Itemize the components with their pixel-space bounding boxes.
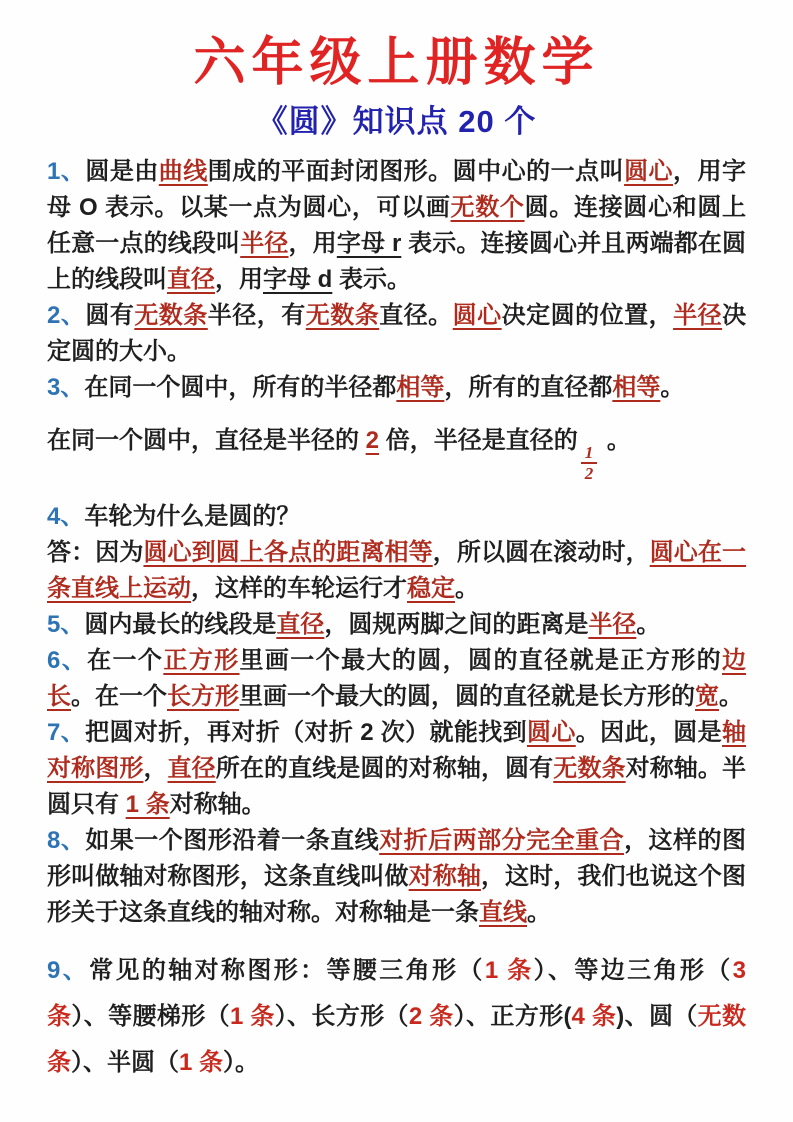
text-run-plain: 。 xyxy=(719,683,743,710)
text-run-red: 4 条 xyxy=(571,1003,617,1030)
text-run-redu: 边长 xyxy=(47,647,747,710)
text-run-redu: 圆心 xyxy=(624,158,674,185)
point-5 xyxy=(47,607,746,643)
text-run-redu: 无数条 xyxy=(553,755,626,782)
text-run-plain: 圆是由 xyxy=(85,158,159,185)
text-run-plain: 在一个 xyxy=(87,647,164,674)
text-run-red: 无数条 xyxy=(47,1003,747,1076)
fraction-one-half: $\frac{1}{2}$ xyxy=(581,444,598,482)
text-run-redu: 直线 xyxy=(479,899,527,926)
text-run-redu: 正方形 xyxy=(163,647,240,674)
text-run-plain: 答：因为 xyxy=(47,539,144,566)
text-run-num: 6、 xyxy=(47,647,88,674)
text-run-plain: 。 xyxy=(527,899,551,926)
text-run-redu: 圆心在一条直线上运动 xyxy=(47,539,747,602)
text-run-blku: 字母 d xyxy=(263,266,333,293)
point-8 xyxy=(47,823,746,931)
text-run-redu: 半径 xyxy=(588,611,637,638)
text-run-num: 8、 xyxy=(47,827,86,854)
text-run-redu: 直径 xyxy=(167,755,216,782)
point-2 xyxy=(47,298,746,370)
text-run-plain: 里画一个最大的圆，圆的直径就是正方形的 xyxy=(239,647,723,674)
text-run-plain: 。在一个 xyxy=(71,683,167,710)
text-run-plain: 圆有 xyxy=(85,302,135,329)
text-run-redu: 相等 xyxy=(396,374,445,401)
text-run-redu: 对称轴 xyxy=(408,863,481,890)
document-body xyxy=(47,154,746,1086)
text-run-plain: )、圆（ xyxy=(616,1003,698,1030)
text-run-plain: ）、半圆（ xyxy=(71,1049,179,1076)
point-7 xyxy=(47,715,746,823)
text-run-num: 2、 xyxy=(47,302,86,329)
text-run-redu: 宽 xyxy=(695,683,719,710)
text-run-plain: ，这样的车轮运行才 xyxy=(191,575,407,602)
text-run-plain: 。 xyxy=(600,427,631,454)
text-run-redu: 直径 xyxy=(276,611,325,638)
text-run-redu: 半径 xyxy=(240,230,289,257)
text-run-plain: 。 xyxy=(660,374,685,401)
text-run-plain: 对称轴。半圆只有 xyxy=(47,755,747,818)
text-run-plain: ， xyxy=(143,755,168,782)
page-title: 六年级上册数学 xyxy=(193,35,600,92)
text-run-plain: ）、等边三角形（ xyxy=(533,957,733,984)
text-run-redu: 1 条 xyxy=(125,791,170,818)
point-1 xyxy=(47,154,746,298)
text-run-redu: 曲线 xyxy=(158,158,208,185)
text-run-plain: 围成的平面封闭图形。圆中心的一点叫 xyxy=(207,158,625,185)
text-run-redu: 圆心到圆上各点的距离相等 xyxy=(143,539,433,566)
text-run-plain: 如果一个图形沿着一条直线 xyxy=(85,827,380,854)
text-run-plain: 圆。连接圆心和圆上任意一点的线段叫 xyxy=(47,194,747,257)
text-run-plain: 车轮为什么是圆的？ xyxy=(84,503,301,530)
text-run-plain: ，这时，我们也说这个图形关于这条直线的轴对称。对称轴是一条 xyxy=(47,863,747,926)
point-6 xyxy=(47,643,746,715)
text-run-plain: ，所以圆在滚动时， xyxy=(432,539,650,566)
text-run-num: 5、 xyxy=(47,611,85,638)
text-run-redu: 稳定 xyxy=(407,575,455,602)
text-run-plain: 。 xyxy=(636,611,661,638)
text-run-redu: 半径 xyxy=(673,302,723,329)
text-run-plain: 在同一个圆中，直径是半径的 xyxy=(47,427,366,454)
text-run-red: 2 条 xyxy=(408,1003,454,1030)
text-run-plain: 表示。 xyxy=(332,266,411,293)
text-run-plain: 直径。 xyxy=(379,302,453,329)
text-run-plain: 半径，有 xyxy=(207,302,306,329)
text-run-redu: 直径 xyxy=(167,266,215,293)
text-run-plain: 决定圆的位置， xyxy=(501,302,674,329)
text-run-num: 9、 xyxy=(47,957,90,984)
text-run-red: 1 条 xyxy=(484,957,534,984)
text-run-redu: 对折后两部分完全重合 xyxy=(379,827,625,854)
text-run-redu: 轴对称图形 xyxy=(47,719,747,782)
text-run-redu: 无数条 xyxy=(134,302,208,329)
text-run-red: 1 条 xyxy=(179,1049,224,1076)
text-run-red: 1 条 xyxy=(229,1003,275,1030)
text-run-plain: ，用字母 O 表示。以某一点为圆心，可以画 xyxy=(47,158,747,221)
text-run-plain: ，这样的图形叫做轴对称图形，这条直线叫做 xyxy=(47,827,747,890)
point-3 xyxy=(47,370,746,406)
text-run-plain: ，所有的直径都 xyxy=(444,374,613,401)
text-run-redu: 无数条 xyxy=(305,302,380,329)
text-run-redu: 长方形 xyxy=(167,683,239,710)
text-run-plain: 决定圆的大小。 xyxy=(47,302,747,365)
text-run-plain: 圆内最长的线段是 xyxy=(84,611,277,638)
text-run-plain: ）、长方形（ xyxy=(274,1003,409,1030)
text-run-plain: ，用 xyxy=(215,266,263,293)
point-4 xyxy=(47,499,746,607)
text-run-plain: 在同一个圆中，所有的半径都 xyxy=(84,374,397,401)
text-run-plain: 。因此，圆是 xyxy=(575,719,723,746)
text-run-plain: 表示。连接圆心并且两端都在圆上的线段叫 xyxy=(47,230,747,293)
text-run-plain: 把圆对折，再对折（对折 2 次）就能找到 xyxy=(85,719,527,746)
text-run-plain: 倍，半径是直径的 xyxy=(379,427,578,454)
text-run-plain: ）、等腰梯形（ xyxy=(71,1003,230,1030)
text-run-num: 3、 xyxy=(47,374,85,401)
text-run-plain: ）。 xyxy=(223,1049,260,1076)
text-run-plain: ，用 xyxy=(288,230,337,257)
text-run-redu: 无数个 xyxy=(450,194,525,221)
text-run-plain: ，圆规两脚之间的距离是 xyxy=(324,611,589,638)
text-run-redu: 2 xyxy=(365,427,380,454)
text-run-plain: 里画一个最大的圆，圆的直径就是长方形的 xyxy=(239,683,695,710)
text-run-plain: 对称轴。 xyxy=(169,791,266,818)
page-subtitle: 《圆》知识点 20 个 xyxy=(256,104,537,139)
text-run-plain: 所在的直线是圆的对称轴，圆有 xyxy=(215,755,554,782)
text-run-red: 3 条 xyxy=(47,957,746,1030)
text-run-plain: ）、正方形( xyxy=(453,1003,572,1030)
text-run-redu: 圆心 xyxy=(526,719,576,746)
text-run-redu: 圆心 xyxy=(452,302,502,329)
text-run-num: 1、 xyxy=(47,158,86,185)
text-run-plain: 常见的轴对称图形：等腰三角形（ xyxy=(89,957,485,984)
text-run-plain: 。 xyxy=(455,575,479,602)
point-3-note xyxy=(47,423,746,482)
text-run-blku: 字母 r xyxy=(336,230,402,257)
text-run-num: 4、 xyxy=(47,503,85,530)
text-run-redu: 相等 xyxy=(612,374,661,401)
point-9 xyxy=(47,948,746,1086)
text-run-num: 7、 xyxy=(47,719,86,746)
